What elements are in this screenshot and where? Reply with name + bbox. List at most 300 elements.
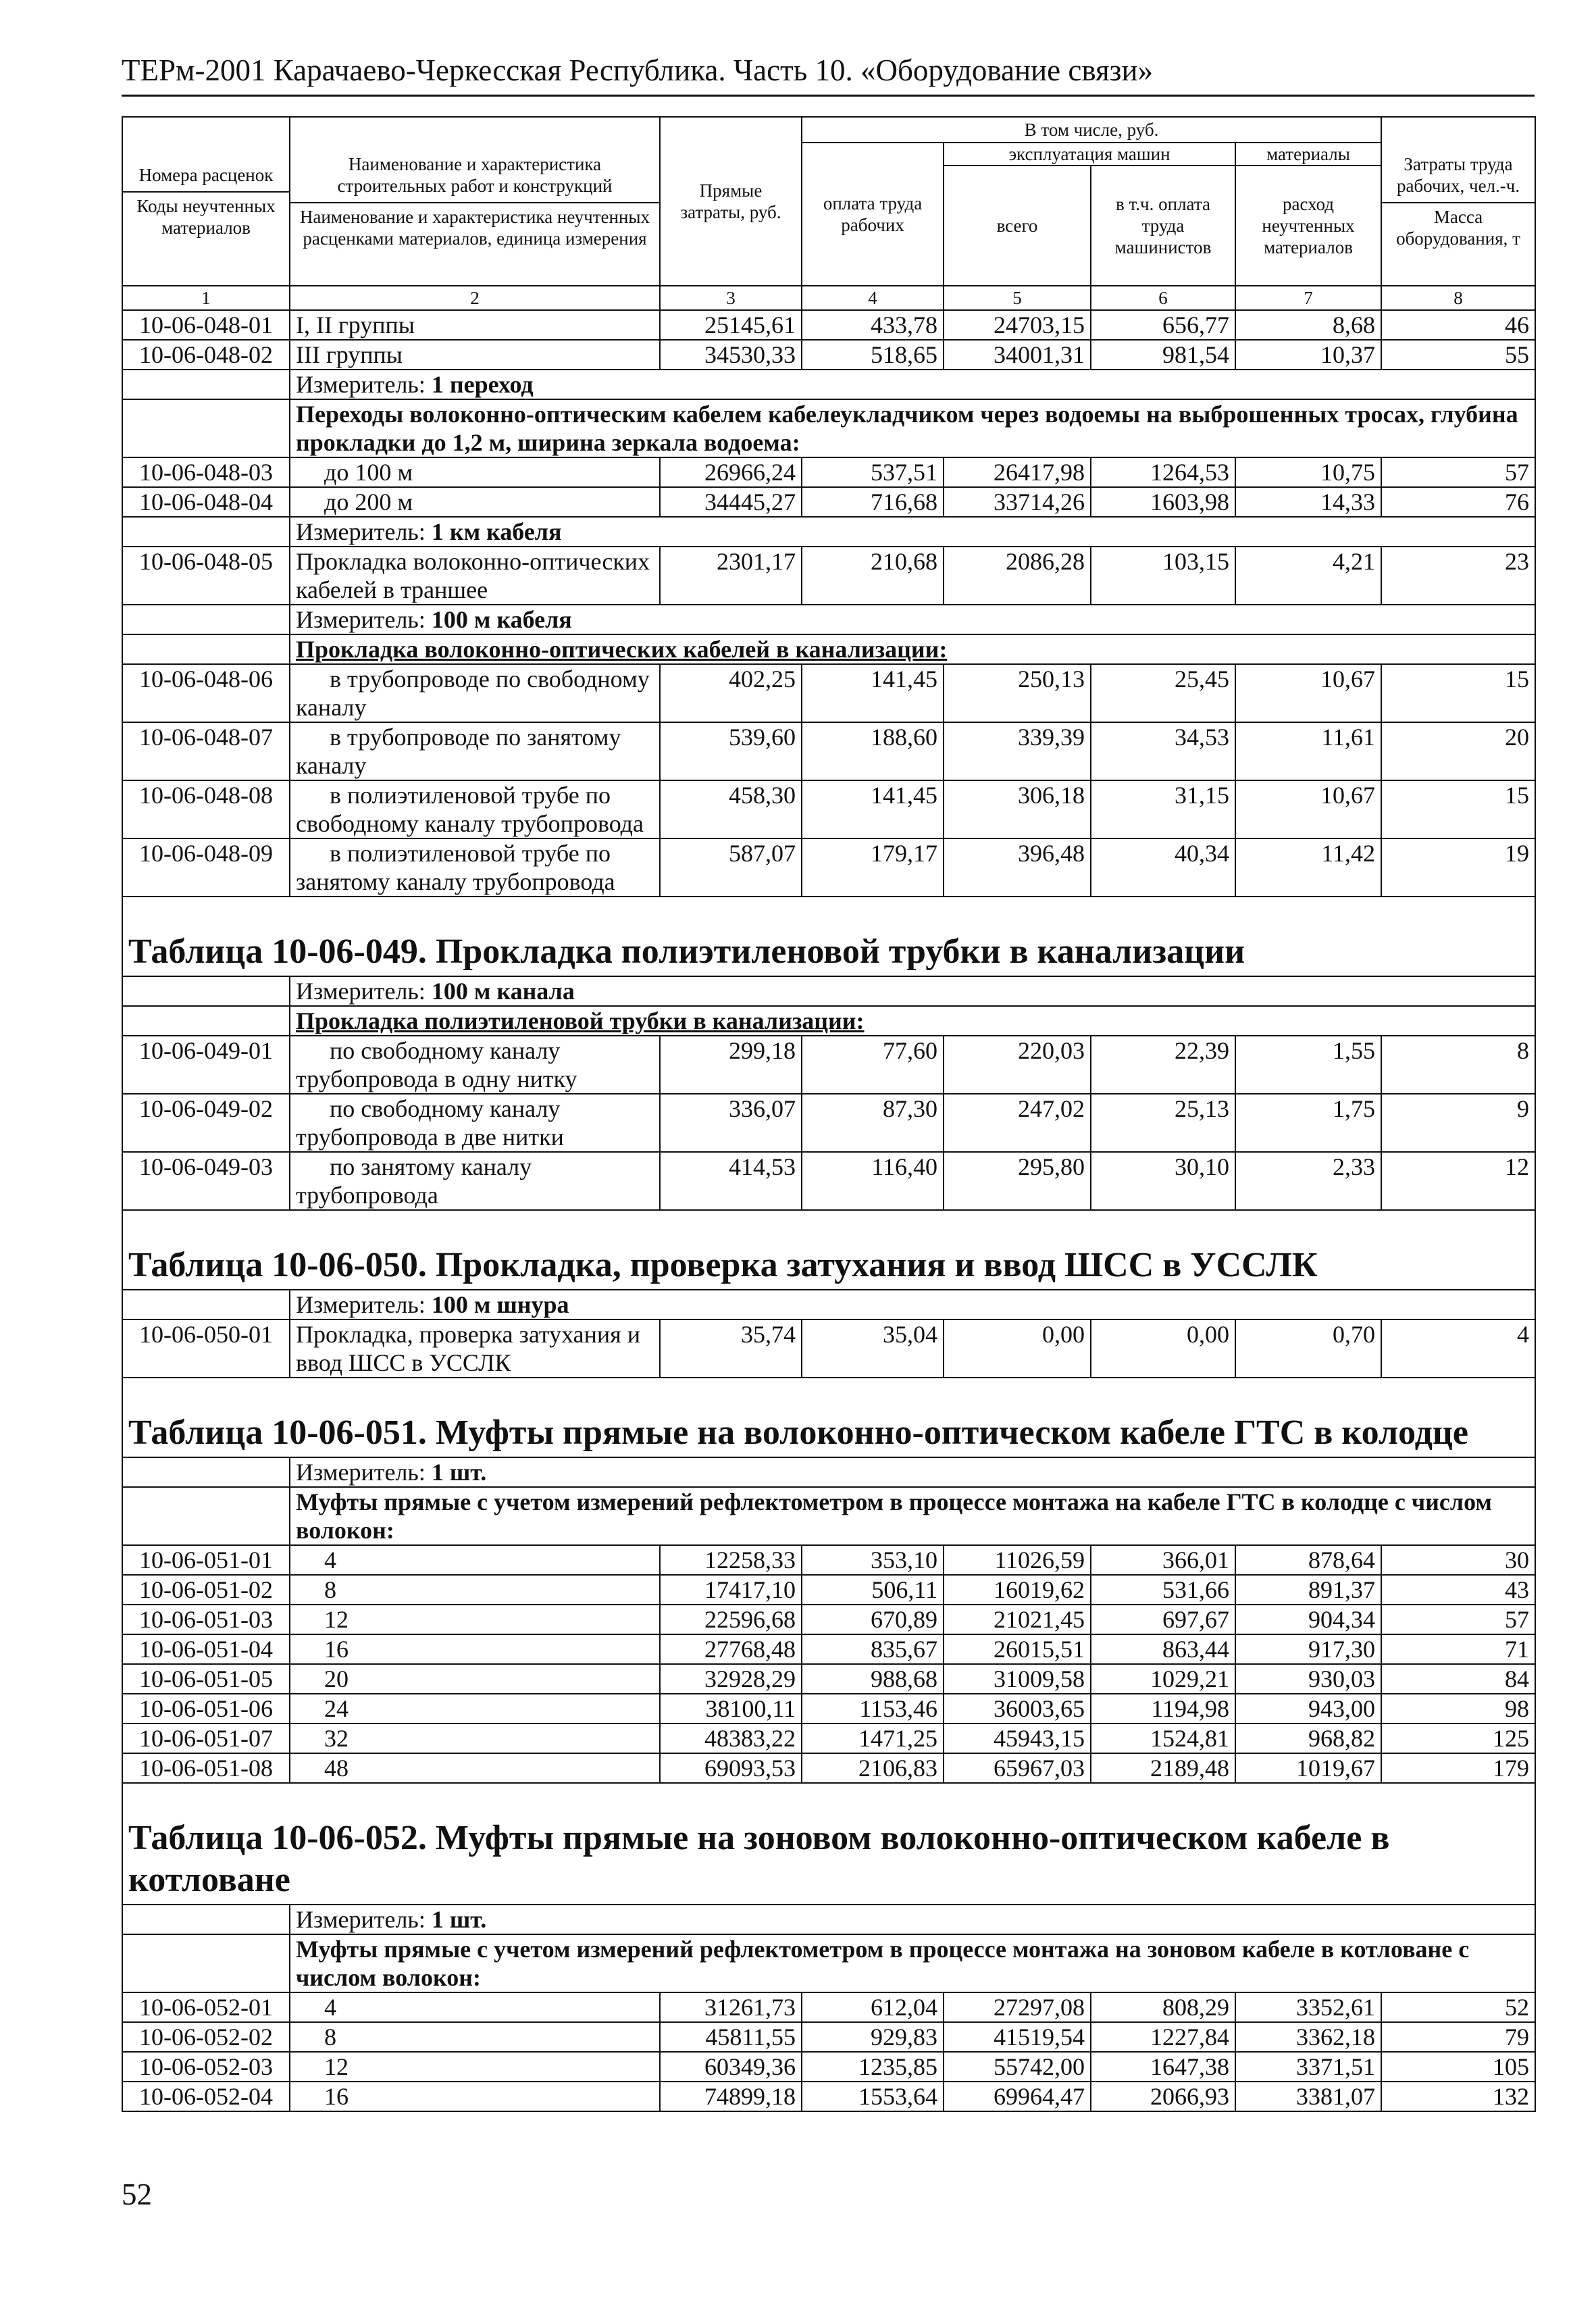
table-title: Таблица 10-06-052. Муфты прямые на зоновом волоконно-оптическом кабеле в котловане — [122, 1783, 1535, 1905]
measure-label: Измеритель: — [296, 1906, 432, 1933]
work-name: Прокладка, проверка затухания и ввод ШСС в УССЛК — [290, 1319, 660, 1378]
col-number: 4 — [802, 286, 944, 310]
wages: 1471,25 — [802, 1724, 944, 1753]
work-name: 48 — [290, 1753, 660, 1783]
materials: 0,70 — [1235, 1319, 1381, 1378]
direct-costs: 38100,11 — [660, 1694, 802, 1724]
labor: 46 — [1381, 310, 1535, 340]
measure-row — [122, 1905, 1535, 1934]
machinists-wages: 1194,98 — [1091, 1694, 1235, 1724]
measure-row — [122, 605, 1535, 634]
labor: 52 — [1381, 1992, 1535, 2022]
rate-code: 10-06-051-06 — [122, 1694, 290, 1724]
group-row — [122, 1934, 1535, 1992]
work-name: 4 — [290, 1545, 660, 1575]
rate-code: 10-06-048-08 — [122, 780, 290, 838]
direct-costs: 32928,29 — [660, 1664, 802, 1694]
empty-cell — [122, 399, 290, 457]
measure-label: Измеритель: — [296, 1291, 432, 1318]
table-row — [122, 2082, 1535, 2111]
table-row — [122, 722, 1535, 780]
empty-cell — [122, 976, 290, 1006]
labor: 20 — [1381, 722, 1535, 780]
table-row — [122, 1634, 1535, 1664]
table-body — [122, 310, 1535, 2111]
work-name: 16 — [290, 1634, 660, 1664]
header-rule — [122, 95, 1535, 97]
col-number: 7 — [1235, 286, 1381, 310]
wages: 141,45 — [802, 780, 944, 838]
table-title-row — [122, 1210, 1535, 1290]
work-name: по свободному каналу трубопровода в одну нитку — [290, 1036, 660, 1094]
machinists-wages: 808,29 — [1091, 1992, 1235, 2022]
empty-cell — [122, 370, 290, 399]
materials: 3381,07 — [1235, 2082, 1381, 2111]
rate-code: 10-06-048-03 — [122, 457, 290, 487]
direct-costs: 34530,33 — [660, 340, 802, 370]
materials: 1,55 — [1235, 1036, 1381, 1094]
head-machines: эксплуатация машин — [944, 143, 1235, 166]
wages: 929,83 — [802, 2022, 944, 2052]
materials: 10,67 — [1235, 664, 1381, 722]
table-row — [122, 310, 1535, 340]
group-title: Прокладка волоконно-оптических кабелей в канализации: — [290, 634, 1535, 664]
work-name: в трубопроводе по свободному каналу — [290, 664, 660, 722]
table-title-row — [122, 897, 1535, 976]
table-row — [122, 1694, 1535, 1724]
head-wages: оплата труда рабочих — [802, 143, 944, 286]
work-name: 24 — [290, 1694, 660, 1724]
col-number: 1 — [122, 286, 290, 310]
machinists-wages: 31,15 — [1091, 780, 1235, 838]
labor: 55 — [1381, 340, 1535, 370]
work-name: 32 — [290, 1724, 660, 1753]
rate-code: 10-06-048-06 — [122, 664, 290, 722]
machinists-wages: 25,45 — [1091, 664, 1235, 722]
page-header: ТЕРм-2001 Карачаево-Черкесская Республика. Часть 10. «Оборудование связи» — [122, 53, 1154, 87]
col-number: 2 — [290, 286, 660, 310]
direct-costs: 74899,18 — [660, 2082, 802, 2111]
work-name: III группы — [290, 340, 660, 370]
work-name: Прокладка волоконно-оптических кабелей в траншее — [290, 547, 660, 605]
labor: 84 — [1381, 1664, 1535, 1694]
page-number: 52 — [122, 2178, 152, 2211]
head-labor — [1381, 117, 1535, 286]
wages: 988,68 — [802, 1664, 944, 1694]
labor: 71 — [1381, 1634, 1535, 1664]
group-row — [122, 399, 1535, 457]
labor: 15 — [1381, 664, 1535, 722]
head-machinists-wages: в т.ч. оплата труда машинистов — [1091, 166, 1235, 286]
col-number: 3 — [660, 286, 802, 310]
work-name: 8 — [290, 1575, 660, 1605]
machines-total: 34001,31 — [944, 340, 1091, 370]
rate-code: 10-06-052-02 — [122, 2022, 290, 2052]
wages: 433,78 — [802, 310, 944, 340]
labor: 79 — [1381, 2022, 1535, 2052]
empty-cell — [122, 517, 290, 547]
materials: 917,30 — [1235, 1634, 1381, 1664]
table-row — [122, 487, 1535, 517]
measure-unit — [290, 605, 1535, 634]
wages: 1553,64 — [802, 2082, 944, 2111]
rate-code: 10-06-049-03 — [122, 1152, 290, 1210]
labor: 105 — [1381, 2052, 1535, 2082]
materials: 11,61 — [1235, 722, 1381, 780]
rate-code: 10-06-051-04 — [122, 1634, 290, 1664]
measure-row — [122, 976, 1535, 1006]
machines-total: 33714,26 — [944, 487, 1091, 517]
materials: 3371,51 — [1235, 2052, 1381, 2082]
machinists-wages: 34,53 — [1091, 722, 1235, 780]
materials: 1019,67 — [1235, 1753, 1381, 1783]
machines-total: 295,80 — [944, 1152, 1091, 1210]
empty-cell — [122, 1905, 290, 1934]
materials: 8,68 — [1235, 310, 1381, 340]
direct-costs: 48383,22 — [660, 1724, 802, 1753]
work-name: 16 — [290, 2082, 660, 2111]
wages: 188,60 — [802, 722, 944, 780]
rate-code: 10-06-051-03 — [122, 1605, 290, 1634]
table-row — [122, 1992, 1535, 2022]
empty-cell — [122, 1457, 290, 1487]
materials: 904,34 — [1235, 1605, 1381, 1634]
head-including: В том числе, руб. — [802, 117, 1381, 143]
labor: 57 — [1381, 1605, 1535, 1634]
measure-unit — [290, 370, 1535, 399]
rate-code: 10-06-048-04 — [122, 487, 290, 517]
direct-costs: 27768,48 — [660, 1634, 802, 1664]
rate-code: 10-06-051-02 — [122, 1575, 290, 1605]
machines-total: 0,00 — [944, 1319, 1091, 1378]
direct-costs: 336,07 — [660, 1094, 802, 1152]
empty-cell — [122, 1487, 290, 1545]
table-title-row — [122, 1783, 1535, 1905]
machinists-wages: 366,01 — [1091, 1545, 1235, 1575]
group-title: Переходы волоконно-оптическим кабелем кабелеукладчиком через водоемы на выброшенных тросах, глубина прокладки до 1,2 м, ширина зеркала водоема: — [290, 399, 1535, 457]
work-name: I, II группы — [290, 310, 660, 340]
measure-label: Измеритель: — [296, 978, 432, 1005]
rates-table — [122, 116, 1536, 2112]
wages: 116,40 — [802, 1152, 944, 1210]
machines-total: 306,18 — [944, 780, 1091, 838]
table-row — [122, 1036, 1535, 1094]
direct-costs: 414,53 — [660, 1152, 802, 1210]
head-divider — [123, 191, 289, 193]
materials: 930,03 — [1235, 1664, 1381, 1694]
measure-row — [122, 1290, 1535, 1319]
machines-total: 2086,28 — [944, 547, 1091, 605]
table-row — [122, 1664, 1535, 1694]
measure-value: 100 м шнура — [431, 1291, 569, 1318]
measure-label: Измеритель: — [296, 606, 432, 633]
head-materials: материалы — [1235, 143, 1381, 166]
table-row — [122, 1724, 1535, 1753]
direct-costs: 458,30 — [660, 780, 802, 838]
wages: 77,60 — [802, 1036, 944, 1094]
labor: 179 — [1381, 1753, 1535, 1783]
direct-costs: 12258,33 — [660, 1545, 802, 1575]
machinists-wages: 1647,38 — [1091, 2052, 1235, 2082]
work-name: в полиэтиленовой трубе по занятому каналу трубопровода — [290, 838, 660, 897]
materials: 2,33 — [1235, 1152, 1381, 1210]
wages: 141,45 — [802, 664, 944, 722]
table-row — [122, 664, 1535, 722]
rate-code: 10-06-049-02 — [122, 1094, 290, 1152]
labor: 125 — [1381, 1724, 1535, 1753]
head-divider — [290, 202, 659, 203]
table-row — [122, 1094, 1535, 1152]
materials: 878,64 — [1235, 1545, 1381, 1575]
head-work-name: Наименование и характеристика строительных работ и конструкций — [337, 154, 613, 196]
direct-costs: 60349,36 — [660, 2052, 802, 2082]
head-divider — [1382, 202, 1535, 203]
measure-value: 100 м кабеля — [431, 606, 572, 633]
head-material-codes: Коды неучтенных материалов — [136, 196, 276, 238]
rate-code: 10-06-051-05 — [122, 1664, 290, 1694]
work-name: 12 — [290, 1605, 660, 1634]
rate-code: 10-06-051-07 — [122, 1724, 290, 1753]
table-row — [122, 1319, 1535, 1378]
group-title: Прокладка полиэтиленовой трубки в канализации: — [290, 1006, 1535, 1036]
group-title: Муфты прямые с учетом измерений рефлектометром в процессе монтажа на зоновом кабеле в котловане с числом волокон: — [290, 1934, 1535, 1992]
machinists-wages: 30,10 — [1091, 1152, 1235, 1210]
machinists-wages: 103,15 — [1091, 547, 1235, 605]
rate-code: 10-06-049-01 — [122, 1036, 290, 1094]
machines-total: 69964,47 — [944, 2082, 1091, 2111]
head-direct-costs: Прямые затраты, руб. — [660, 117, 802, 286]
labor: 23 — [1381, 547, 1535, 605]
machinists-wages: 22,39 — [1091, 1036, 1235, 1094]
table-row — [122, 838, 1535, 897]
head-material-name: Наименование и характеристика неучтенных расценками материалов, единица измерения — [299, 207, 650, 249]
work-name: 20 — [290, 1664, 660, 1694]
machines-total: 55742,00 — [944, 2052, 1091, 2082]
materials: 10,37 — [1235, 340, 1381, 370]
machinists-wages: 697,67 — [1091, 1605, 1235, 1634]
col-number: 6 — [1091, 286, 1235, 310]
table-title-row — [122, 1378, 1535, 1457]
table-row — [122, 1152, 1535, 1210]
rate-code: 10-06-048-05 — [122, 547, 290, 605]
measure-row — [122, 517, 1535, 547]
rate-code: 10-06-051-08 — [122, 1753, 290, 1783]
rate-code: 10-06-052-01 — [122, 1992, 290, 2022]
direct-costs: 31261,73 — [660, 1992, 802, 2022]
group-row — [122, 1006, 1535, 1036]
rate-code: 10-06-048-09 — [122, 838, 290, 897]
labor: 57 — [1381, 457, 1535, 487]
direct-costs: 69093,53 — [660, 1753, 802, 1783]
measure-row — [122, 370, 1535, 399]
machines-total: 41519,54 — [944, 2022, 1091, 2052]
materials: 4,21 — [1235, 547, 1381, 605]
measure-unit — [290, 1457, 1535, 1487]
measure-value: 100 м канала — [431, 978, 575, 1005]
work-name: по занятому каналу трубопровода — [290, 1152, 660, 1210]
group-title: Муфты прямые с учетом измерений рефлектометром в процессе монтажа на кабеле ГТС в колодце с числом волокон: — [290, 1487, 1535, 1545]
labor: 8 — [1381, 1036, 1535, 1094]
machinists-wages: 1264,53 — [1091, 457, 1235, 487]
table-row — [122, 780, 1535, 838]
wages: 179,17 — [802, 838, 944, 897]
work-name: 12 — [290, 2052, 660, 2082]
machinists-wages: 1227,84 — [1091, 2022, 1235, 2052]
wages: 2106,83 — [802, 1753, 944, 1783]
table-row — [122, 547, 1535, 605]
wages: 353,10 — [802, 1545, 944, 1575]
work-name: 8 — [290, 2022, 660, 2052]
measure-unit — [290, 1290, 1535, 1319]
work-name: до 200 м — [290, 487, 660, 517]
machinists-wages: 25,13 — [1091, 1094, 1235, 1152]
empty-cell — [122, 1290, 290, 1319]
direct-costs: 45811,55 — [660, 2022, 802, 2052]
machines-total: 16019,62 — [944, 1575, 1091, 1605]
materials: 3352,61 — [1235, 1992, 1381, 2022]
rate-code: 10-06-050-01 — [122, 1319, 290, 1378]
empty-cell — [122, 605, 290, 634]
rate-code: 10-06-052-03 — [122, 2052, 290, 2082]
machinists-wages: 1029,21 — [1091, 1664, 1235, 1694]
work-name: до 100 м — [290, 457, 660, 487]
table-row — [122, 457, 1535, 487]
machinists-wages: 40,34 — [1091, 838, 1235, 897]
group-row — [122, 634, 1535, 664]
machinists-wages: 656,77 — [1091, 310, 1235, 340]
labor: 9 — [1381, 1094, 1535, 1152]
head-names — [290, 117, 660, 286]
labor: 30 — [1381, 1545, 1535, 1575]
work-name: 4 — [290, 1992, 660, 2022]
machinists-wages: 531,66 — [1091, 1575, 1235, 1605]
wages: 1153,46 — [802, 1694, 944, 1724]
materials: 3362,18 — [1235, 2022, 1381, 2052]
machines-total: 45943,15 — [944, 1724, 1091, 1753]
labor: 76 — [1381, 487, 1535, 517]
wages: 670,89 — [802, 1605, 944, 1634]
rate-code: 10-06-048-07 — [122, 722, 290, 780]
wages: 506,11 — [802, 1575, 944, 1605]
direct-costs: 587,07 — [660, 838, 802, 897]
wages: 87,30 — [802, 1094, 944, 1152]
machinists-wages: 1603,98 — [1091, 487, 1235, 517]
group-row — [122, 1487, 1535, 1545]
labor: 132 — [1381, 2082, 1535, 2111]
rate-code: 10-06-052-04 — [122, 2082, 290, 2111]
table-title: Таблица 10-06-050. Прокладка, проверка затухания и ввод ШСС в УССЛК — [122, 1210, 1535, 1290]
rate-code: 10-06-051-01 — [122, 1545, 290, 1575]
measure-row — [122, 1457, 1535, 1487]
machines-total: 21021,45 — [944, 1605, 1091, 1634]
table-row — [122, 1753, 1535, 1783]
materials: 10,75 — [1235, 457, 1381, 487]
col-number: 5 — [944, 286, 1091, 310]
materials: 968,82 — [1235, 1724, 1381, 1753]
table-row — [122, 2022, 1535, 2052]
rate-code: 10-06-048-01 — [122, 310, 290, 340]
table-row — [122, 340, 1535, 370]
materials: 10,67 — [1235, 780, 1381, 838]
machinists-wages: 981,54 — [1091, 340, 1235, 370]
machines-total: 65967,03 — [944, 1753, 1091, 1783]
machines-total: 31009,58 — [944, 1664, 1091, 1694]
head-codes — [122, 117, 290, 286]
table-row — [122, 1545, 1535, 1575]
machinists-wages: 0,00 — [1091, 1319, 1235, 1378]
table-row — [122, 2052, 1535, 2082]
measure-unit — [290, 517, 1535, 547]
materials: 14,33 — [1235, 487, 1381, 517]
empty-cell — [122, 1006, 290, 1036]
machines-total: 396,48 — [944, 838, 1091, 897]
table-title: Таблица 10-06-049. Прокладка полиэтиленовой трубки в канализации — [122, 897, 1535, 976]
materials: 11,42 — [1235, 838, 1381, 897]
wages: 1235,85 — [802, 2052, 944, 2082]
machines-total: 26417,98 — [944, 457, 1091, 487]
materials: 1,75 — [1235, 1094, 1381, 1152]
wages: 835,67 — [802, 1634, 944, 1664]
machines-total: 339,39 — [944, 722, 1091, 780]
wages: 518,65 — [802, 340, 944, 370]
machines-total: 247,02 — [944, 1094, 1091, 1152]
measure-label: Измеритель: — [296, 518, 432, 545]
empty-cell — [122, 634, 290, 664]
labor: 4 — [1381, 1319, 1535, 1378]
measure-value: 1 шт. — [431, 1459, 487, 1486]
machinists-wages: 2189,48 — [1091, 1753, 1235, 1783]
direct-costs: 539,60 — [660, 722, 802, 780]
head-labor-costs: Затраты труда рабочих, чел.-ч. — [1396, 154, 1520, 196]
table-title: Таблица 10-06-051. Муфты прямые на волоконно-оптическом кабеле ГТС в колодце — [122, 1378, 1535, 1457]
direct-costs: 34445,27 — [660, 487, 802, 517]
measure-value: 1 шт. — [431, 1906, 487, 1933]
materials: 943,00 — [1235, 1694, 1381, 1724]
head-rate-numbers: Номера расценок — [138, 165, 274, 185]
work-name: по свободному каналу трубопровода в две нитки — [290, 1094, 660, 1152]
table-row — [122, 1605, 1535, 1634]
machinists-wages: 863,44 — [1091, 1634, 1235, 1664]
measure-unit — [290, 1905, 1535, 1934]
direct-costs: 25145,61 — [660, 310, 802, 340]
labor: 15 — [1381, 780, 1535, 838]
direct-costs: 17417,10 — [660, 1575, 802, 1605]
machinists-wages: 1524,81 — [1091, 1724, 1235, 1753]
wages: 35,04 — [802, 1319, 944, 1378]
materials: 891,37 — [1235, 1575, 1381, 1605]
measure-label: Измеритель: — [296, 1459, 432, 1486]
direct-costs: 299,18 — [660, 1036, 802, 1094]
wages: 716,68 — [802, 487, 944, 517]
col-number: 8 — [1381, 286, 1535, 310]
labor: 98 — [1381, 1694, 1535, 1724]
direct-costs: 402,25 — [660, 664, 802, 722]
machines-total: 250,13 — [944, 664, 1091, 722]
labor: 19 — [1381, 838, 1535, 897]
wages: 210,68 — [802, 547, 944, 605]
measure-unit — [290, 976, 1535, 1006]
machines-total: 220,03 — [944, 1036, 1091, 1094]
machines-total: 36003,65 — [944, 1694, 1091, 1724]
direct-costs: 22596,68 — [660, 1605, 802, 1634]
machinists-wages: 2066,93 — [1091, 2082, 1235, 2111]
table-row — [122, 1575, 1535, 1605]
wages: 612,04 — [802, 1992, 944, 2022]
head-machines-total: всего — [944, 166, 1091, 286]
work-name: в полиэтиленовой трубе по свободному каналу трубопровода — [290, 780, 660, 838]
machines-total: 24703,15 — [944, 310, 1091, 340]
direct-costs: 26966,24 — [660, 457, 802, 487]
